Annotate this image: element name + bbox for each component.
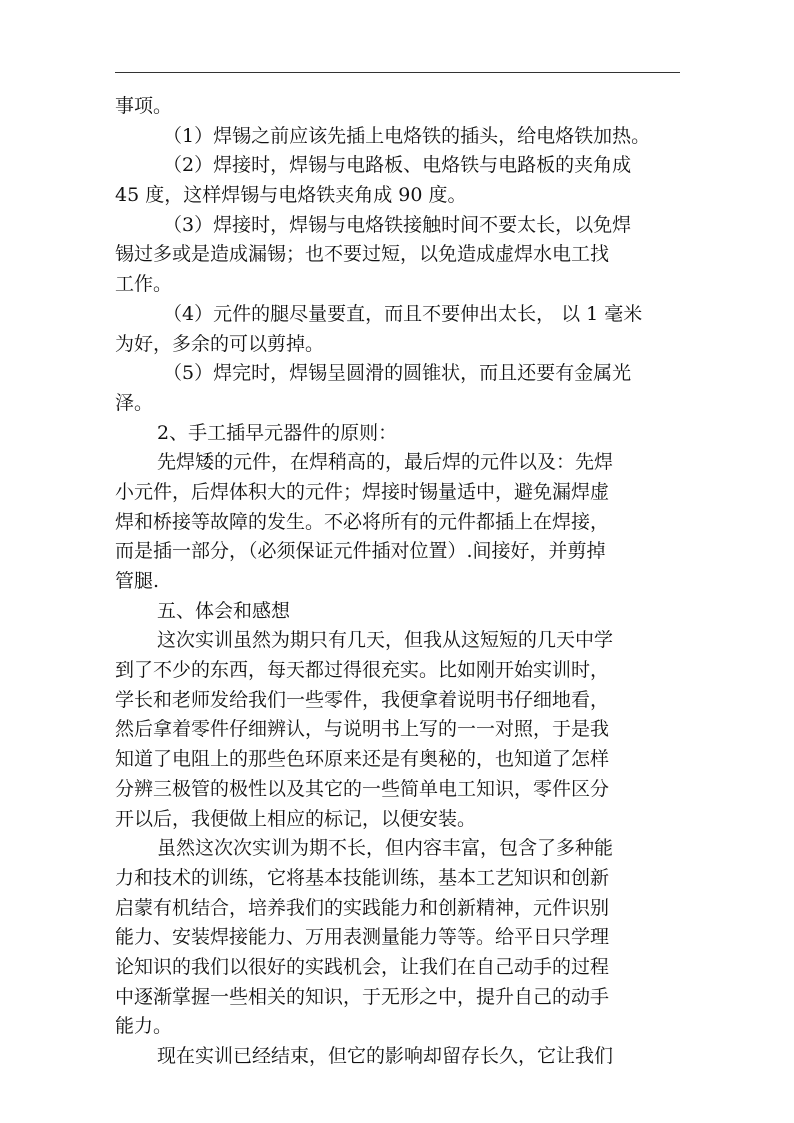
- text-line: 事项。: [115, 95, 173, 117]
- text-line: 论知识的我们以很好的实践机会，让我们在自己动手的过程: [115, 955, 610, 978]
- section-heading: 五、体会和感想: [157, 599, 291, 622]
- text-line: （1）焊锡之前应该先插上电烙铁的插头，给电烙铁加热。: [163, 124, 651, 147]
- text-line: 到了不少的东西，每天都过得很充实。比如刚开始实训时，: [115, 659, 610, 682]
- section-heading: 2、手工插早元器件的原则：: [157, 421, 398, 444]
- text-line: 力和技术的训练，它将基本技能训练，基本工艺知识和创新: [115, 866, 610, 889]
- text-line: 工作。: [115, 273, 173, 296]
- text-line: 管腿.: [115, 570, 160, 592]
- text-line: 焊和桥接等故障的发生。不必将所有的元件都插上在焊接，: [115, 510, 610, 533]
- text-line: 分辨三极管的极性以及其它的一些简单电工知识，零件区分: [115, 777, 610, 800]
- text-line: 45 度，这样焊锡与电烙铁夹角成 90 度。: [115, 184, 467, 207]
- text-line: 而是插一部分，（必须保证元件插对位置）.间接好，并剪掉: [115, 540, 606, 563]
- text-line: （3）焊接时，焊锡与电烙铁接触时间不要太长，以免焊: [163, 213, 632, 236]
- text-line: 现在实训已经结束，但它的影响却留存长久，它让我们: [157, 1045, 614, 1067]
- text-line: 学长和老师发给我们一些零件，我便拿着说明书仔细地看，: [115, 688, 610, 711]
- text-line: 然后拿着零件仔细辨认，与说明书上写的一一对照，于是我: [115, 718, 610, 741]
- text-line: 能力。: [115, 1015, 173, 1038]
- text-line: （2）焊接时，焊锡与电路板、电烙铁与电路板的夹角成: [163, 154, 632, 177]
- text-line: （4）元件的腿尽量要直，而且不要伸出太长， 以 1 毫米: [163, 302, 643, 325]
- text-line: 中逐渐掌握一些相关的知识，于无形之中，提升自己的动手: [115, 985, 610, 1008]
- text-line: （5）焊完时，焊锡呈圆滑的圆锥状，而且还要有金属光: [163, 362, 632, 385]
- text-line: 先焊矮的元件，在焊稍高的，最后焊的元件以及：先焊: [157, 451, 614, 474]
- text-line: 锡过多或是造成漏锡；也不要过短，以免造成虚焊水电工找: [115, 243, 610, 266]
- header-rule: [115, 72, 680, 73]
- text-line: 这次实训虽然为期只有几天，但我从这短短的几天中学: [157, 629, 614, 652]
- text-line: 虽然这次次实训为期不长，但内容丰富，包含了多种能: [157, 837, 614, 860]
- text-line: 知道了电阻上的那些色环原来还是有奥秘的，也知道了怎样: [115, 748, 610, 771]
- text-line: 能力、安装焊接能力、万用表测量能力等等。给平日只学理: [115, 926, 610, 949]
- text-line: 为好，多余的可以剪掉。: [115, 332, 325, 355]
- text-line: 小元件，后焊体积大的元件；焊接时锡量适中，避免漏焊虚: [115, 480, 610, 503]
- text-line: 启蒙有机结合，培养我们的实践能力和创新精神，元件识别: [115, 896, 610, 919]
- text-line: 开以后，我便做上相应的标记，以便安装。: [115, 807, 477, 830]
- text-line: 泽。: [115, 391, 154, 414]
- document-body: [115, 92, 683, 1072]
